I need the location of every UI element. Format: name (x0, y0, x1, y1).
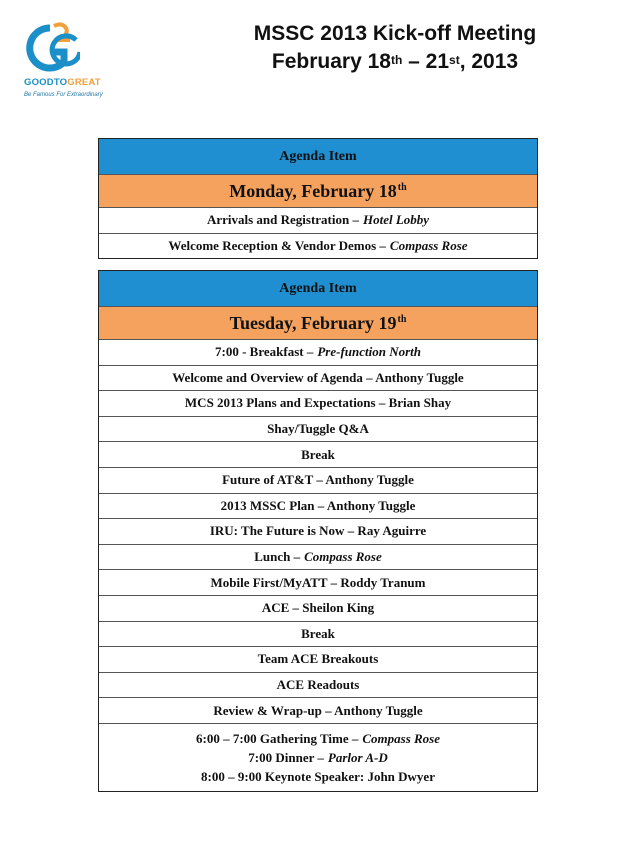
evening-line: 7:00 Dinner – Parlor A-D (248, 749, 388, 765)
agenda-row: Lunch – Compass Rose (99, 544, 537, 570)
agenda-row: Review & Wrap-up – Anthony Tuggle (99, 697, 537, 723)
agenda-header: Agenda Item (99, 139, 537, 174)
good-to-great-logo (22, 14, 140, 106)
agenda-row: Mobile First/MyATT – Roddy Tranum (99, 569, 537, 595)
evening-line: 6:00 – 7:00 Gathering Time – Compass Rose (195, 730, 441, 746)
agenda-row: Future of AT&T – Anthony Tuggle (99, 467, 537, 493)
title-line-1: MSSC 2013 Kick-off Meeting (253, 22, 537, 45)
page-title (210, 20, 580, 76)
agenda-header: Agenda Item (99, 271, 537, 306)
agenda-row: Welcome and Overview of Agenda – Anthony Tuggle (99, 365, 537, 391)
agenda-row: Team ACE Breakouts (99, 646, 537, 672)
agenda-row: ACE – Sheilon King (99, 595, 537, 621)
agenda-row: Break (99, 441, 537, 467)
logo-tagline: Be Famous For Extraordinary (24, 92, 103, 98)
agenda-row: Arrivals and Registration – Hotel Lobby (99, 207, 537, 233)
evening-line: 8:00 – 9:00 Keynote Speaker: John Dwyer (201, 768, 435, 784)
day-heading: Monday, February 18 $^{th}$ (99, 174, 537, 207)
agenda-row: IRU: The Future is Now – Ray Aguirre (99, 518, 537, 544)
agenda-row: MCS 2013 Plans and Expectations – Brian Shay (99, 390, 537, 416)
day-heading: Tuesday, February 19 $^{th}$ (99, 306, 537, 339)
title-line-2: February 18th – 21st, 2013 (271, 50, 519, 73)
agenda-row: Welcome Reception & Vendor Demos – Compass Rose (99, 233, 537, 259)
agenda-row: Shay/Tuggle Q&A (99, 416, 537, 442)
agenda-row: 2013 MSSC Plan – Anthony Tuggle (99, 493, 537, 519)
logo-wordmark: GOODTOGREAT (24, 77, 101, 88)
agenda-row: ACE Readouts (99, 672, 537, 698)
g2g-logo-mark (24, 22, 80, 80)
agenda-row-evening (99, 723, 537, 791)
agenda-row: Break (99, 621, 537, 647)
agenda-table-tuesday (98, 270, 538, 792)
agenda-table-monday (98, 138, 538, 259)
agenda-row: 7:00 - Breakfast – Pre-function North (99, 339, 537, 365)
